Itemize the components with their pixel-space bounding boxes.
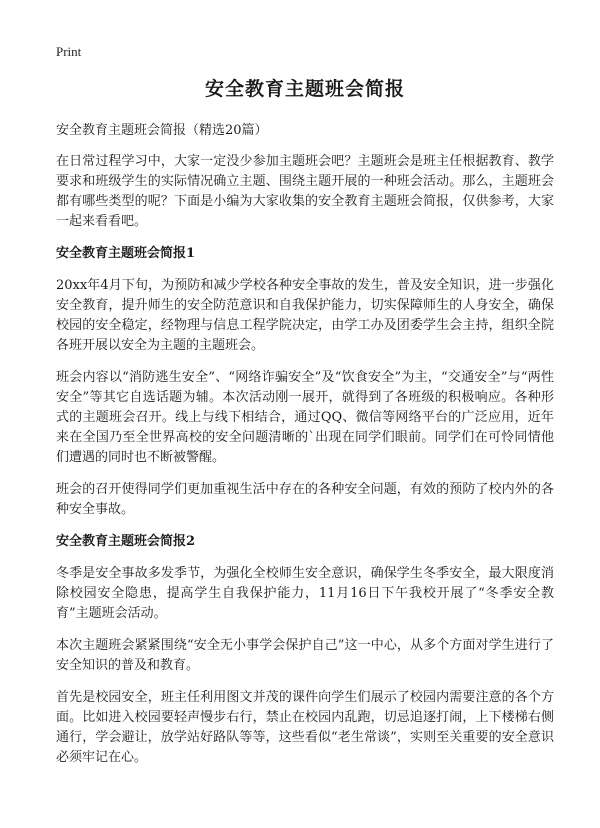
section-1-paragraph-3: 班会的召开使得同学们更加重视生活中存在的各种安全问题，有效的预防了校内外的各种安全事故。 [56,482,554,517]
page-title: 安全教育主题班会简报 [204,78,405,100]
section-2-paragraph-1: 冬季是安全事故多发季节，为强化全校师生安全意识，确保学生冬季安全，最大限度消除校园安全隐患，提高学生自我保护能力，11月16日下午我校开展了“冬季安全教育”主题班会活动。 [56,566,554,621]
section-heading-2: 安全教育主题班会简报2 [56,534,196,549]
section-2-paragraph-2: 本次主题班会紧紧围绕“安全无小事学会保护自己”这一中心，从多个方面对学生进行了安全知识的普及和教育。 [56,638,554,673]
section-heading-1: 安全教育主题班会简报1 [56,246,196,261]
document-subtitle: 安全教育主题班会简报（精选20篇） [56,123,268,138]
print-link[interactable]: Print [56,44,82,59]
section-2-paragraph-3: 首先是校园安全，班主任利用图文并茂的课件向学生们展示了校园内需要注意的各个方面。比如进入校园要轻声慢步右行，禁止在校园内乱跑，切忌追逐打闹，上下楼梯右侧通行，学会避让，放学站好路队等等，这些看似“老生常谈”，实则至关重要的安全意识必须牢记在心。 [56,690,554,765]
intro-paragraph: 在日常过程学习中，大家一定没少参加主题班会吧？主题班会是班主任根据教育、教学要求和班级学生的实际情况确立主题、围绕主题开展的一种班会活动。那么，主题班会都有哪些类型的呢？下面是小编为大家收集的安全教育主题班会简报，仅供参考，大家一起来看看吧。 [56,154,554,229]
section-1-paragraph-2: 班会内容以“消防逃生安全”、“网络诈骗安全”及“饮食安全”为主，“交通安全”与“两性安全”等其它自选话题为辅。本次活动刚一展开，就得到了各班级的积极响应。各种形式的主题班会召开。线上与线下相结合，通过QQ、微信等网络平台的广泛应用，近年来在全国乃至全世界高校的安全问题清晰的`出现在同学们眼前。同学们在可怜同情他们遭遇的同时也不断被警醒。 [56,370,554,465]
section-1-paragraph-1: 20xx年4月下旬，为预防和减少学校各种安全事故的发生，普及安全知识，进一步强化安全教育，提升师生的安全防范意识和自我保护能力，切实保障师生的人身安全，确保校园的安全稳定，经物理与信息工程学院决定，由学工办及团委学生会主持，组织全院各班开展以安全为主题的主题班会。 [56,278,554,353]
